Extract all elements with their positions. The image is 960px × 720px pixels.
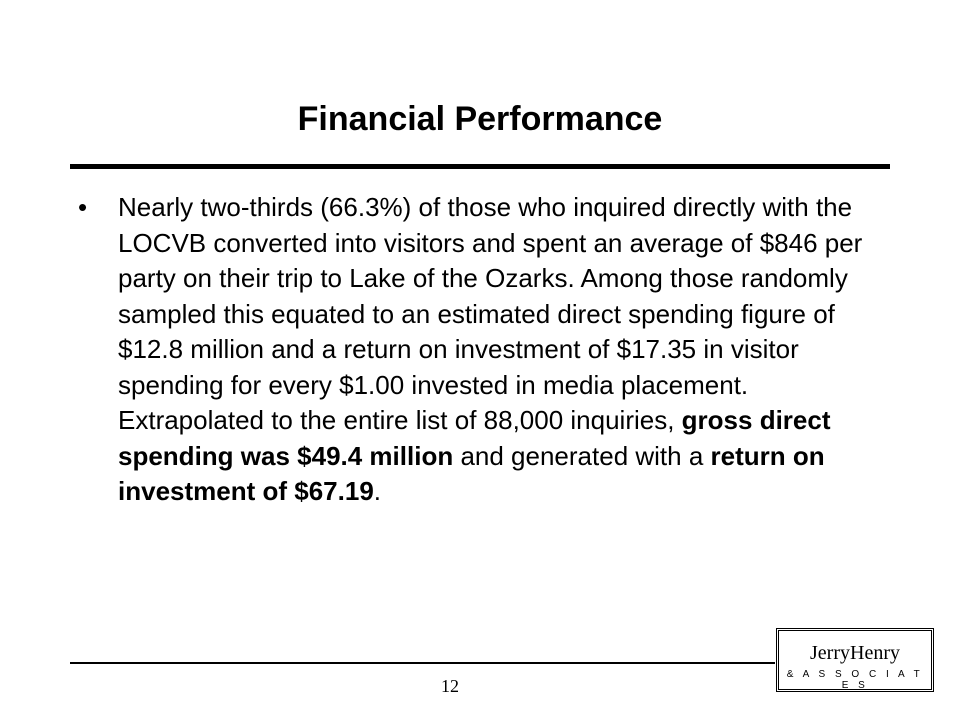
title-underline (70, 164, 890, 169)
paragraph-text-2: and generated with a (453, 440, 711, 471)
slide-title: Financial Performance (297, 100, 663, 138)
page-number: 12 (441, 676, 459, 696)
bullet-icon: • (78, 192, 88, 222)
bullet-text (118, 192, 862, 506)
paragraph-bold-1: gross direct spending was $49.4 million (118, 405, 831, 471)
bullet-item (78, 190, 878, 510)
paragraph-text-3: . (373, 476, 382, 506)
logo-name: JerryHenry (810, 642, 900, 664)
paragraph-text-1: Nearly two-thirds (66.3%) of those who inquired directly with the LOCVB converted into visitors and spent an average of $846 per party on their trip to Lake of the Ozarks. Among those randomly sampled this equated to an estimated direct spending figure of $12.8 million and a return on investment of $17.35 in visitor spending for every $1.00 invested in media placement. Extrapolated to the entire list of 88,000 inquiries, (118, 192, 863, 435)
paragraph-bold-2: return on investment of $67.19 (118, 440, 825, 506)
footer-rule (70, 662, 775, 664)
bullet-list (78, 190, 878, 510)
company-logo (776, 628, 934, 692)
logo-subtitle: & A S S O C I A T E S (786, 669, 924, 691)
